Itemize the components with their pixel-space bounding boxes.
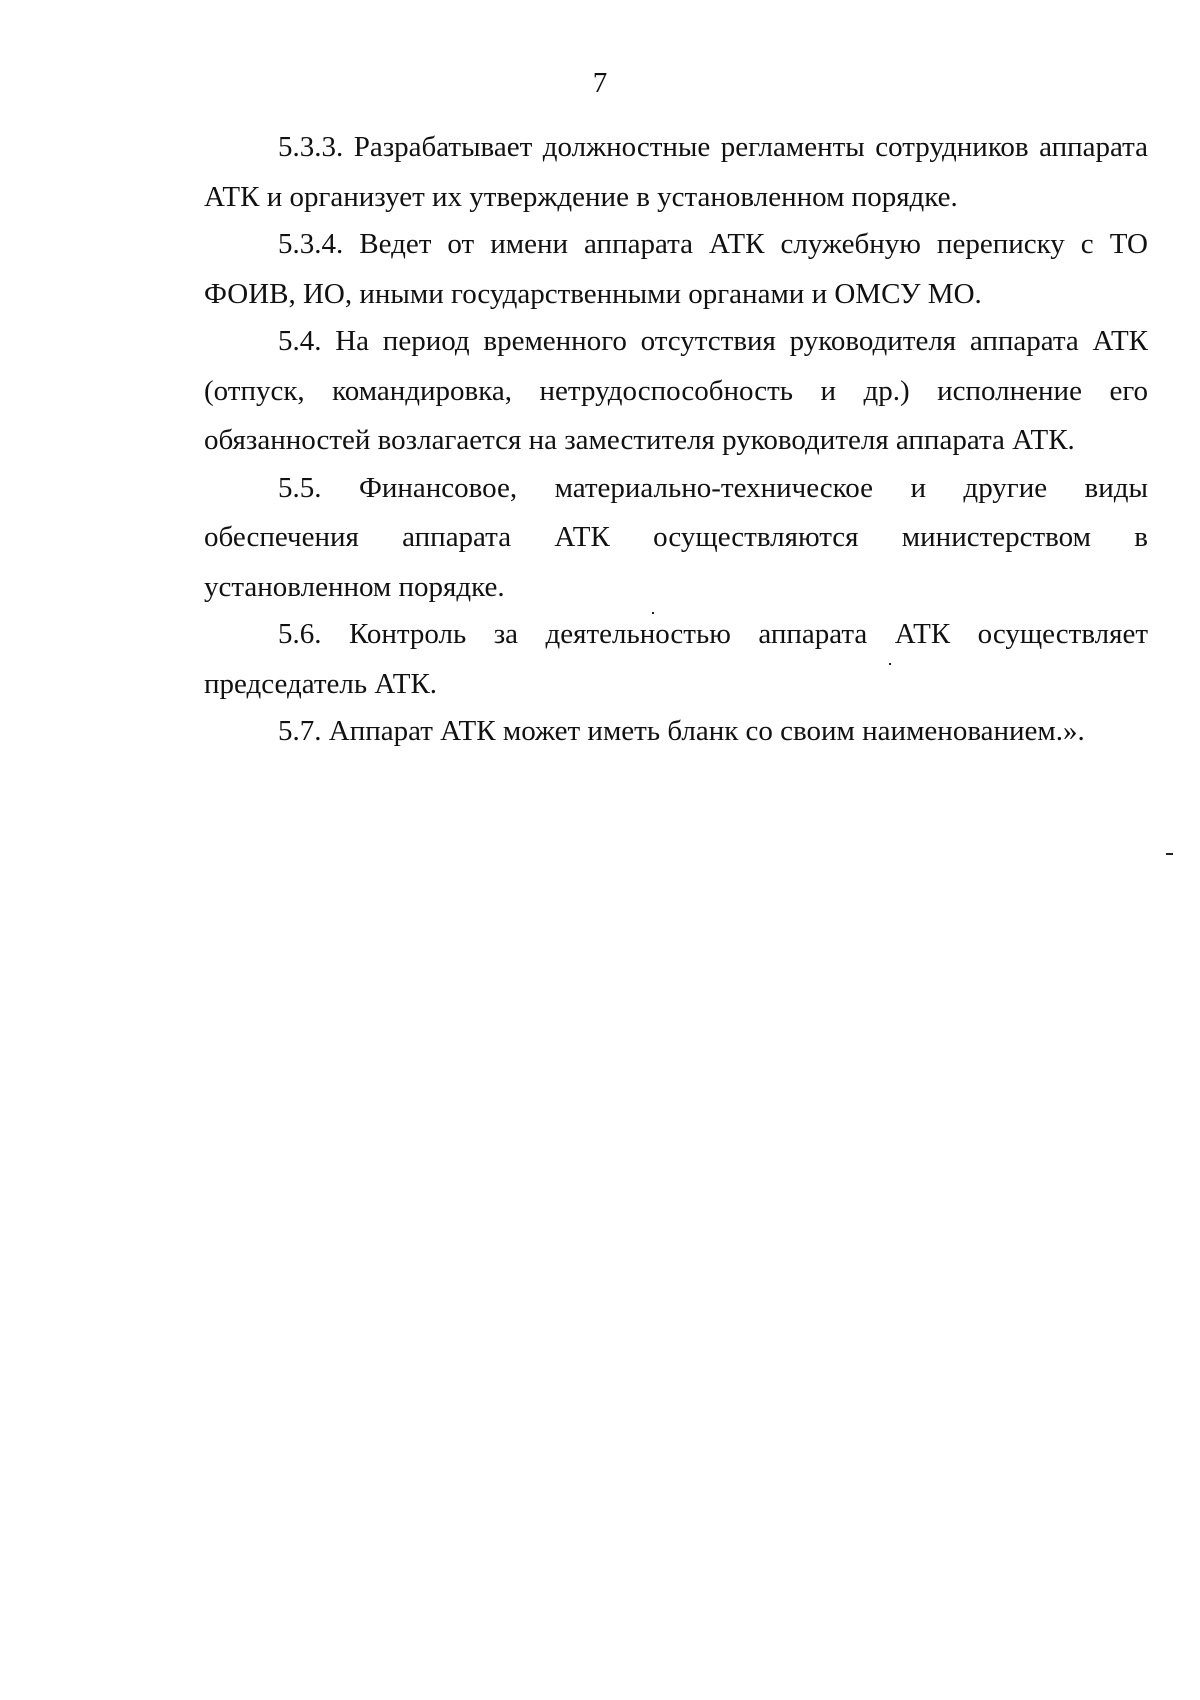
page-number: 7 xyxy=(592,67,608,99)
document-body xyxy=(204,123,1148,757)
paragraph-5-3-4: 5.3.4. Ведет от имени аппарата АТК служебную переписку с ТО ФОИВ, ИО, иными государственными органами и ОМСУ МО. xyxy=(204,228,1148,310)
paragraph-5-4: 5.4. На период временного отсутствия руководителя аппарата АТК (отпуск, командировка, нетрудоспособность и др.) исполнение его обязанностей возлагается на заместителя руководителя аппарата АТК. xyxy=(204,325,1148,456)
scan-speck xyxy=(652,612,654,614)
scan-speck xyxy=(889,663,891,665)
paragraph-5-6: 5.6. Контроль за деятельностью аппарата АТК осуществляет председатель АТК. xyxy=(204,618,1148,700)
paragraph-5-5: 5.5. Финансовое, материально-техническое и другие виды обеспечения аппарата АТК осуществляются министерством в установленном порядке. xyxy=(204,471,1148,603)
paragraph-5-7: 5.7. Аппарат АТК может иметь бланк со своим наименованием.». xyxy=(278,715,1085,747)
paragraph-5-3-3: 5.3.3. Разрабатывает должностные регламенты сотрудников аппарата АТК и организует их утверждение в установленном порядке. xyxy=(204,131,1148,213)
scan-speck xyxy=(1166,853,1173,855)
